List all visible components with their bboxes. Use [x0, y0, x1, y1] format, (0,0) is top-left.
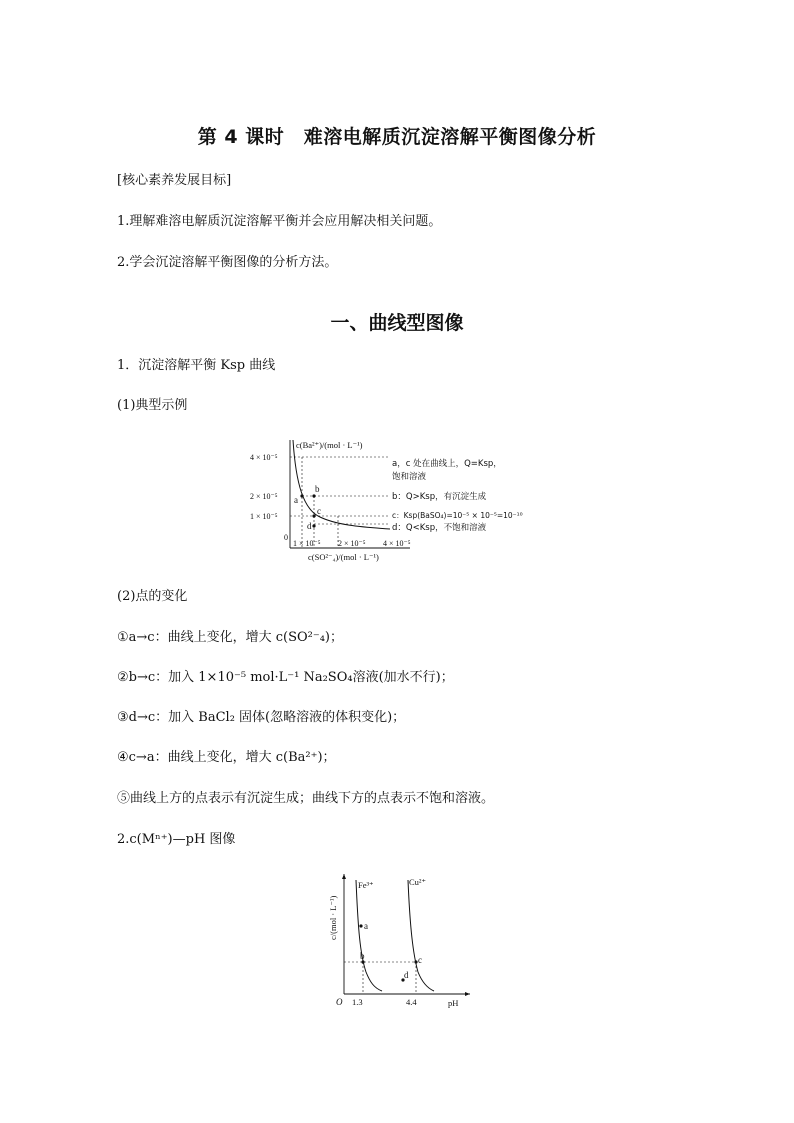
- point-d-label: d: [307, 521, 312, 531]
- cu-curve-label: Cu²⁺: [409, 877, 426, 887]
- goal-2: 2.学会沉淀溶解平衡图像的分析方法。: [117, 255, 338, 270]
- fig2-point-d-label: d: [404, 970, 409, 980]
- point-b-dot: [312, 494, 315, 497]
- fig2-y-axis-label: c/(mol · L⁻¹): [328, 895, 338, 940]
- x-tick-2: 2 × 10⁻⁵: [338, 539, 366, 548]
- point-c-dot: [312, 514, 315, 517]
- fig2-x-tick-2: 4.4: [406, 997, 417, 1007]
- point-d-dot: [312, 524, 315, 527]
- subheading-changes: (2)点的变化: [117, 589, 188, 604]
- point-c-label: c: [317, 506, 321, 516]
- ph-curve-figure: [320, 868, 480, 1010]
- annotation-ac: a，c 处在曲线上，Q=Ksp，: [392, 459, 502, 469]
- change-1: ①a→c：曲线上变化，增大 c(SO²⁻₄)；: [117, 630, 343, 645]
- annotation-saturated: 饱和溶液: [392, 472, 427, 482]
- fe-curve-label: Fe³⁺: [358, 880, 374, 890]
- x-tick-3: 4 × 10⁻⁵: [383, 539, 411, 548]
- subheading-example: (1)典型示例: [117, 398, 188, 413]
- fig2-point-b-label: b: [360, 951, 365, 961]
- item1-heading: 1．沉淀溶解平衡 Ksp 曲线: [117, 358, 276, 373]
- annotation-c: c：Ksp(BaSO₄)=10⁻⁵ × 10⁻⁵=10⁻¹⁰: [392, 511, 523, 520]
- section-title: 一、曲线型图像: [330, 312, 464, 334]
- ksp-curve: [293, 440, 390, 529]
- point-b-label: b: [315, 484, 320, 494]
- x-axis-label: c(SO²⁻₄)/(mol · L⁻¹): [308, 552, 379, 562]
- point-a-label: a: [294, 495, 298, 505]
- fig2-point-c-label: c: [418, 955, 422, 965]
- fig2-x-tick-1: 1.3: [352, 997, 363, 1007]
- change-4: ④c→a：曲线上变化，增大 c(Ba²⁺)；: [117, 750, 336, 765]
- fig2-origin-label: O: [336, 997, 343, 1007]
- fig2-point-a-dot: [359, 924, 362, 927]
- annotation-d: d：Q<Ksp，不饱和溶液: [392, 523, 487, 533]
- page-title: 第 4 课时 难溶电解质沉淀溶解平衡图像分析: [197, 126, 597, 148]
- origin-label: 0: [284, 533, 288, 542]
- y-tick-2: 2 × 10⁻⁵: [250, 492, 278, 501]
- change-3: ③d→c：加入 BaCl₂ 固体(忽略溶液的体积变化)；: [117, 710, 406, 725]
- y-axis-label: c(Ba²⁺)/(mol · L⁻¹): [296, 440, 363, 450]
- item2-heading: 2.c(Mⁿ⁺)—pH 图像: [117, 832, 236, 847]
- x-tick-1: 1 × 10⁻⁵: [293, 539, 321, 548]
- goals-header: [核心素养发展目标]: [117, 173, 232, 188]
- annotation-b: b：Q>Ksp，有沉淀生成: [392, 492, 487, 502]
- fig2-point-a-label: a: [364, 921, 368, 931]
- ksp-curve-figure: [250, 436, 550, 566]
- cu-curve: [408, 880, 434, 991]
- y-tick-1: 4 × 10⁻⁵: [250, 453, 278, 462]
- fe-curve: [356, 880, 382, 991]
- y-tick-3: 1 × 10⁻⁵: [250, 512, 278, 521]
- fig2-x-axis-label: pH: [448, 998, 459, 1008]
- change-5: ⑤曲线上方的点表示有沉淀生成；曲线下方的点表示不饱和溶液。: [117, 791, 495, 806]
- goal-1: 1.理解难溶电解质沉淀溶解平衡并会应用解决相关问题。: [117, 214, 442, 229]
- point-a-dot: [300, 494, 303, 497]
- change-2: ②b→c：加入 1×10⁻⁵ mol·L⁻¹ Na₂SO₄溶液(加水不行)；: [117, 670, 454, 685]
